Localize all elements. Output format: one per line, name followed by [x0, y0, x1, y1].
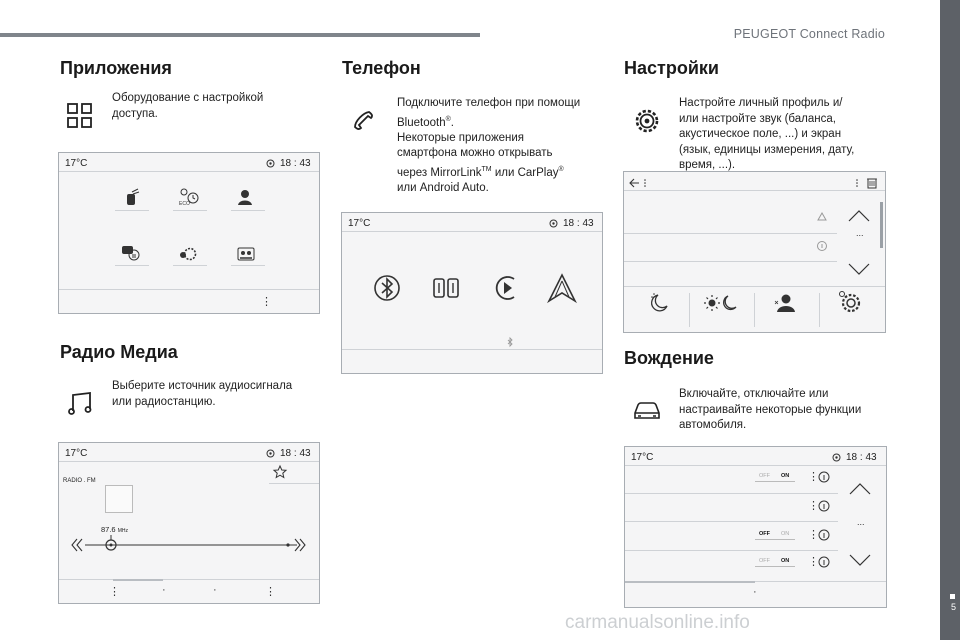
- tile-underline: [231, 265, 265, 266]
- tile-underline: [231, 210, 265, 211]
- scroll-down-icon[interactable]: [848, 263, 870, 275]
- settings-desc-line: акустическое поле, ...) и экран: [679, 128, 842, 140]
- registered-mark: ®: [445, 115, 451, 123]
- info-icon[interactable]: [818, 500, 830, 512]
- bottom-bar-divider: [342, 349, 602, 350]
- settings-screen: [623, 171, 886, 333]
- phone-description: [397, 96, 580, 197]
- contacts-icon[interactable]: [237, 247, 255, 261]
- apps-desc-line: Оборудование с настройкой: [112, 92, 264, 104]
- more-options-icon[interactable]: ⋮: [261, 296, 272, 308]
- frequency-unit: MHz: [117, 528, 128, 534]
- radio-desc-line: или радиостанцию.: [112, 395, 216, 408]
- phone-desc-line: [397, 162, 580, 181]
- radio-description: [112, 379, 292, 410]
- driving-screen: [624, 446, 887, 608]
- page-sidebar: [940, 0, 960, 640]
- settings-desc-line: Настройте личный профиль и/: [679, 97, 843, 109]
- temperature-readout: 17°C: [631, 452, 654, 463]
- location-icon: [832, 453, 841, 462]
- settings-desc-line: (язык, единицы измерения, дату,: [679, 143, 855, 156]
- list-row-divider: [624, 261, 837, 262]
- mirrorlink-icon[interactable]: [432, 275, 460, 301]
- star-favorite-icon[interactable]: [273, 465, 287, 479]
- phone-screen: [341, 212, 603, 374]
- connected-apps-icon[interactable]: [179, 188, 201, 206]
- tile-underline: [173, 265, 207, 266]
- status-divider: [624, 190, 885, 191]
- frequency-readout: [101, 525, 128, 534]
- user-profile-icon[interactable]: [774, 292, 796, 314]
- header-title: PEUGEOT Connect Radio: [733, 27, 885, 41]
- on-label[interactable]: ON: [781, 473, 790, 479]
- seek-back-icon: [72, 539, 82, 551]
- scrollbar[interactable]: [880, 202, 883, 248]
- tab-divider: [819, 293, 820, 327]
- more-options-icon[interactable]: ⋮: [808, 471, 819, 483]
- more-options-icon[interactable]: ⋮: [808, 529, 819, 541]
- active-tab-indicator: [625, 581, 755, 583]
- car-icon: [632, 401, 662, 421]
- driving-desc-line: Включайте, отключайте или: [679, 388, 829, 400]
- on-label[interactable]: ON: [781, 558, 790, 564]
- phone-desc-text: .: [450, 116, 454, 129]
- phone-desc-line: или Android Auto.: [397, 182, 489, 195]
- music-note-icon: [68, 392, 94, 416]
- phone-handset-icon: [352, 110, 374, 132]
- favorites-divider: [269, 483, 319, 484]
- driving-desc-line: автомобиля.: [679, 419, 747, 431]
- bottom-bar-divider: [59, 289, 319, 290]
- on-label[interactable]: ON: [781, 531, 790, 537]
- apps-description: [112, 91, 263, 122]
- list-row-divider: [625, 493, 838, 494]
- tile-underline: [173, 210, 207, 211]
- info-icon[interactable]: [818, 471, 830, 483]
- tile-underline: [115, 265, 149, 266]
- settings-description: [679, 96, 854, 174]
- status-divider: [625, 465, 886, 466]
- apps-tile-icon[interactable]: [123, 188, 141, 206]
- active-tab-indicator: [113, 579, 163, 581]
- off-label[interactable]: OFF: [759, 558, 770, 564]
- toggle-underline: [755, 566, 795, 567]
- bottom-bar-divider: [59, 579, 319, 580]
- driver-profile-icon[interactable]: [237, 188, 255, 206]
- info-icon[interactable]: [818, 556, 830, 568]
- off-label[interactable]: OFF: [759, 473, 770, 479]
- scroll-up-icon[interactable]: [849, 483, 871, 495]
- bluetooth-icon[interactable]: [372, 273, 402, 303]
- dot-icon[interactable]: ·: [753, 586, 757, 598]
- phone-desc-line: [397, 112, 580, 131]
- phone-desc-text: Bluetooth: [397, 116, 446, 129]
- settings-desc-line: или настройте звук (баланса,: [679, 112, 836, 125]
- back-arrow-icon[interactable]: [629, 178, 651, 188]
- apps-heading: Приложения: [60, 58, 172, 78]
- dot-icon[interactable]: ·: [162, 584, 166, 596]
- trademark-mark: TM: [481, 165, 492, 173]
- status-divider: [59, 461, 319, 462]
- frequency-slider[interactable]: [71, 535, 317, 559]
- off-label[interactable]: OFF: [759, 531, 770, 537]
- settings-heading: Настройки: [624, 58, 719, 78]
- list-row-divider: [624, 233, 837, 234]
- brightness-icon[interactable]: [704, 292, 738, 314]
- radio-band-label: RADIO . FM: [63, 478, 96, 484]
- tile-underline: [115, 210, 149, 211]
- more-options-icon[interactable]: ⋮: [808, 556, 819, 568]
- settings-gear-icon[interactable]: [179, 245, 199, 263]
- temperature-readout: 17°C: [65, 158, 88, 169]
- android-auto-icon[interactable]: [547, 273, 577, 303]
- clock-readout: 18 : 43: [280, 158, 311, 169]
- warning-icon: [817, 212, 827, 221]
- system-settings-icon[interactable]: [838, 290, 862, 314]
- svg-text:ECO: ECO: [179, 201, 190, 207]
- bluetooth-status-icon: [506, 337, 514, 347]
- watermark: carmanualsonline.info: [565, 612, 750, 633]
- frequency-value: 87.6: [101, 525, 116, 534]
- tab-divider: [754, 293, 755, 327]
- list-row-divider: [624, 286, 885, 287]
- apps-screen: [58, 152, 320, 314]
- apps-desc-line: доступа.: [112, 107, 158, 120]
- info-icon[interactable]: [818, 529, 830, 541]
- toggle-underline: [755, 481, 795, 482]
- registered-mark: ®: [558, 165, 564, 173]
- sidebar-bullet: [950, 594, 955, 599]
- phone-desc-line: Подключите телефон при помощи: [397, 97, 581, 109]
- scroll-down-icon[interactable]: [849, 554, 871, 566]
- location-icon: [266, 449, 275, 458]
- header-rule: [0, 33, 480, 37]
- delete-icon[interactable]: [854, 177, 880, 189]
- more-options-icon[interactable]: ⋮: [265, 586, 276, 598]
- driving-desc-line: настраивайте некоторые функции: [679, 403, 862, 416]
- page-number: 5: [950, 602, 956, 612]
- clock-readout: 18 : 43: [846, 452, 877, 463]
- carplay-icon[interactable]: [492, 273, 520, 303]
- phone-heading: Телефон: [342, 58, 421, 78]
- driving-heading: Вождение: [624, 348, 714, 368]
- phone-desc-line: смартфона можно открывать: [397, 147, 553, 160]
- phone-desc-text: или CarPlay: [491, 166, 559, 179]
- messages-icon[interactable]: [121, 245, 143, 263]
- dot-icon[interactable]: ·: [213, 584, 217, 596]
- list-row-divider: [625, 521, 838, 522]
- temperature-readout: 17°C: [348, 218, 371, 229]
- settings-gear-icon: [633, 107, 661, 135]
- driving-description: [679, 387, 861, 434]
- more-options-icon[interactable]: ⋮: [109, 586, 120, 598]
- more-indicator: ...: [856, 228, 864, 238]
- station-artwork: [105, 485, 133, 513]
- night-mode-icon[interactable]: [648, 292, 670, 314]
- info-icon: [817, 241, 827, 251]
- toggle-underline: [755, 539, 795, 540]
- clock-readout: 18 : 43: [280, 448, 311, 459]
- list-row-divider: [625, 550, 838, 551]
- clock-readout: 18 : 43: [563, 218, 594, 229]
- scroll-up-icon[interactable]: [848, 210, 870, 222]
- apps-grid-icon: [68, 104, 92, 128]
- status-divider: [59, 171, 319, 172]
- radio-desc-line: Выберите источник аудиосигнала: [112, 380, 293, 392]
- more-options-icon[interactable]: ⋮: [808, 500, 819, 512]
- radio-screen: [58, 442, 320, 604]
- phone-desc-line: Некоторые приложения: [397, 131, 525, 144]
- temperature-readout: 17°C: [65, 448, 88, 459]
- more-indicator: ...: [857, 517, 865, 527]
- phone-desc-text: через MirrorLink: [397, 166, 482, 179]
- status-divider: [342, 231, 602, 232]
- tab-divider: [689, 293, 690, 327]
- location-icon: [266, 159, 275, 168]
- settings-desc-line: время, ...).: [679, 159, 736, 171]
- radio-heading: Радио Медиа: [60, 342, 178, 362]
- location-icon: [549, 219, 558, 228]
